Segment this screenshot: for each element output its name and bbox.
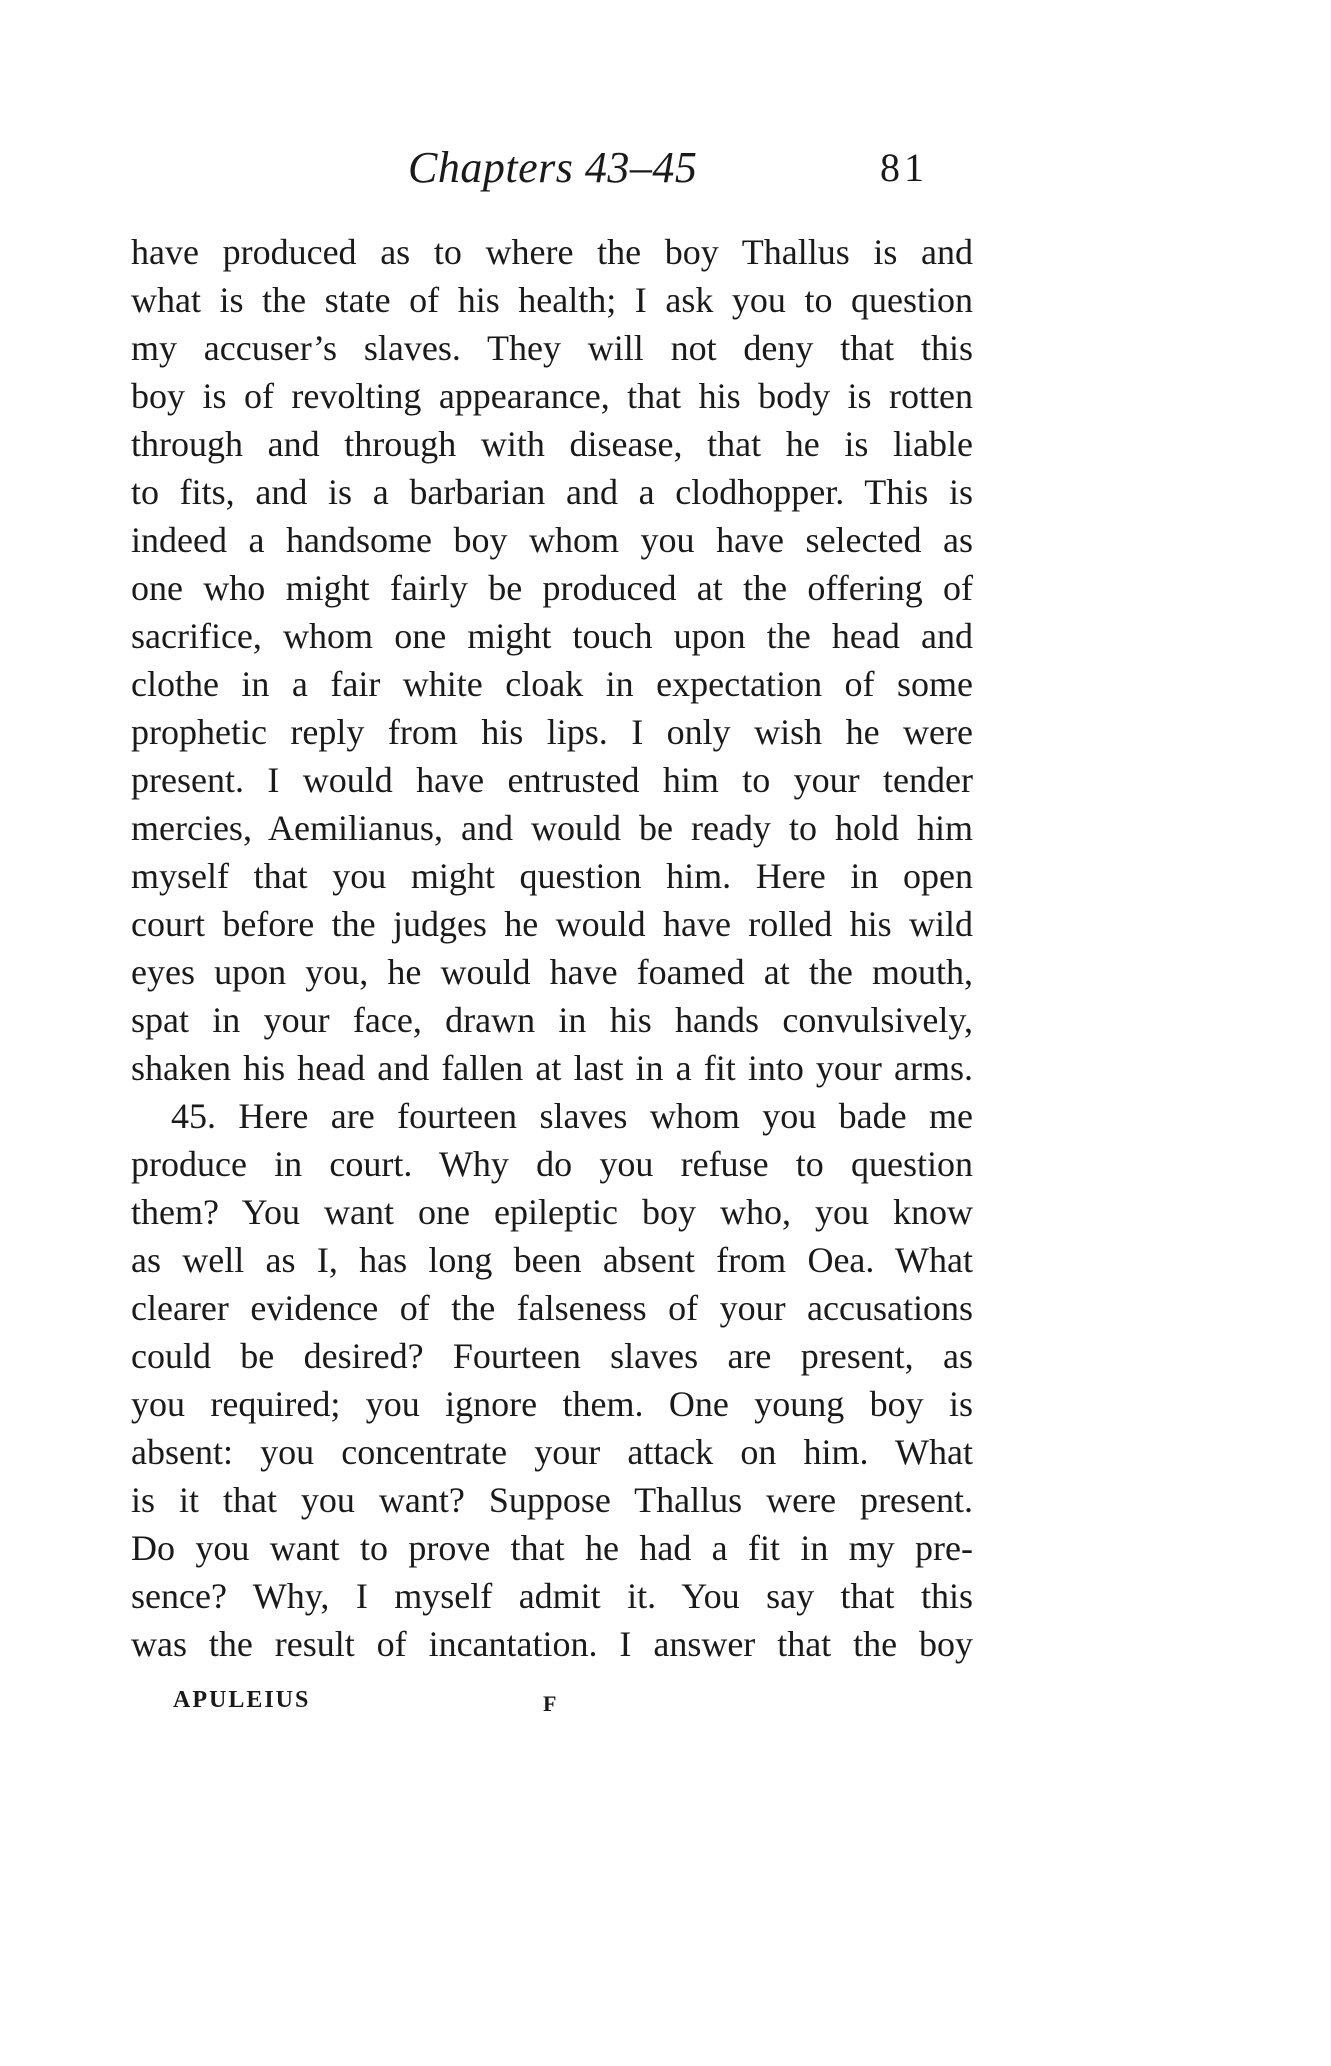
text-line: spat in your face, drawn in his hands convulsively, <box>131 1000 973 1040</box>
text-line: is it that you want? Suppose Thallus were present. <box>131 1480 973 1520</box>
text-line: clothe in a fair white cloak in expectation of some <box>131 664 973 704</box>
text-line: as well as I, has long been absent from Oea. What <box>131 1240 973 1280</box>
running-head <box>0 138 1331 198</box>
text-line: court before the judges he would have rolled his wild <box>131 904 973 944</box>
signature-mark: APULEIUS <box>173 1687 311 1713</box>
text-line: boy is of revolting appearance, that his body is rotten <box>131 376 973 416</box>
text-line: eyes upon you, he would have foamed at the mouth, <box>131 952 973 992</box>
text-line: indeed a handsome boy whom you have selected as <box>131 520 973 560</box>
text-line: have produced as to where the boy Thallus is and <box>131 232 973 272</box>
text-line: to fits, and is a barbarian and a clodhopper. This is <box>131 472 973 512</box>
running-title: Chapters 43–45 <box>408 143 698 192</box>
text-line: clearer evidence of the falseness of your accusations <box>131 1288 973 1328</box>
text-line: was the result of incantation. I answer that the boy <box>131 1624 973 1664</box>
text-line: myself that you might question him. Here in open <box>131 856 973 896</box>
text-line: produce in court. Why do you refuse to question <box>131 1144 973 1184</box>
text-line: present. I would have entrusted him to your tender <box>131 760 973 800</box>
section-start-line: 45. Here are fourteen slaves whom you bade me <box>171 1096 973 1136</box>
text-line: shaken his head and fallen at last in a fit into your arms. <box>131 1048 973 1088</box>
text-line: could be desired? Fourteen slaves are present, as <box>131 1336 973 1376</box>
text-line: through and through with disease, that he is liable <box>131 424 973 464</box>
text-line: mercies, Aemilianus, and would be ready to hold him <box>131 808 973 848</box>
text-line: Do you want to prove that he had a fit in my pre- <box>131 1528 973 1568</box>
text-line: you required; you ignore them. One young boy is <box>131 1384 973 1424</box>
text-line: what is the state of his health; I ask you to question <box>131 280 973 320</box>
signature-letter: F <box>543 1691 557 1716</box>
text-line: them? You want one epileptic boy who, you know <box>131 1192 973 1232</box>
text-line: prophetic reply from his lips. I only wish he were <box>131 712 973 752</box>
text-line: sence? Why, I myself admit it. You say that this <box>131 1576 973 1616</box>
text-line: one who might fairly be produced at the offering of <box>131 568 973 608</box>
page-footer <box>0 1680 1331 1720</box>
text-line: my accuser’s slaves. They will not deny that this <box>131 328 973 368</box>
text-line: sacrifice, whom one might touch upon the head and <box>131 616 973 656</box>
page-number: 81 <box>880 145 928 190</box>
body-text <box>131 228 973 1668</box>
text-line: absent: you concentrate your attack on him. What <box>131 1432 973 1472</box>
